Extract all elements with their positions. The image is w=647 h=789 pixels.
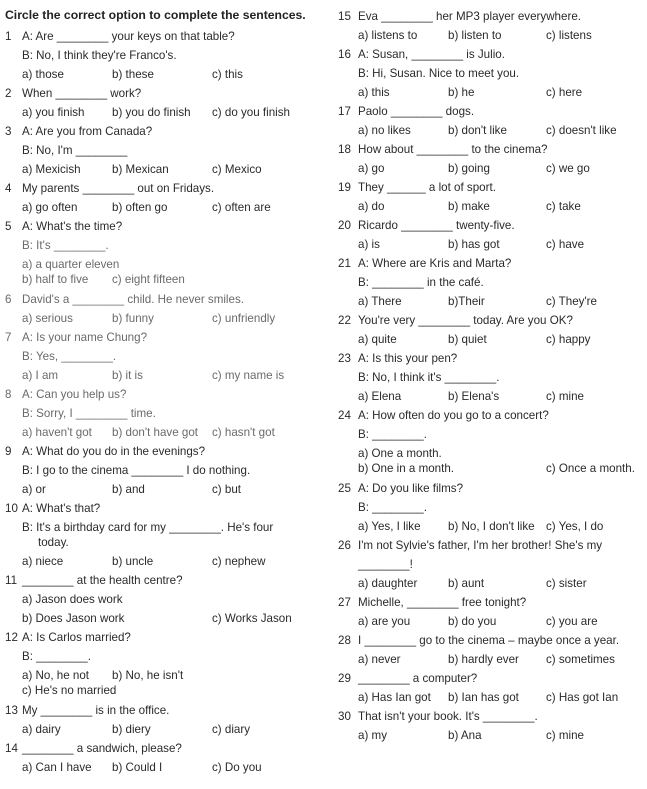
answer-option[interactable]: a) niece <box>22 555 64 568</box>
question-number: 16 <box>338 48 351 61</box>
question-number: 10 <box>5 502 18 515</box>
answer-option[interactable]: c) Once a month. <box>546 462 635 475</box>
question-number: 14 <box>5 742 18 755</box>
answer-option[interactable]: b)Their <box>448 295 485 308</box>
answer-option[interactable]: b) has got <box>448 238 500 251</box>
question-text: B: No, I think they're Franco's. <box>22 49 177 62</box>
question-number: 13 <box>5 704 18 717</box>
question-text: How about ________ to the cinema? <box>358 143 548 156</box>
answer-option[interactable]: b) listen to <box>448 29 502 42</box>
question-number: 25 <box>338 482 351 495</box>
answer-option[interactable]: a) my <box>358 729 387 742</box>
question-number: 7 <box>5 331 12 344</box>
question-number: 6 <box>5 293 12 306</box>
question-text: ________ at the health centre? <box>22 574 183 587</box>
question-number: 3 <box>5 125 12 138</box>
question-text: B: ________. <box>358 428 427 441</box>
answer-option[interactable]: a) There <box>358 295 402 308</box>
question-text: A: Is your name Chung? <box>22 331 148 344</box>
answer-option[interactable]: c) Mexico <box>212 163 262 176</box>
answer-option[interactable]: c) take <box>546 200 581 213</box>
question-text: A: Can you help us? <box>22 388 127 401</box>
answer-option[interactable]: c) Yes, I do <box>546 520 604 533</box>
answer-option[interactable]: b) you do finish <box>112 106 191 119</box>
question-text: B: No, I'm ________ <box>22 144 128 157</box>
question-text: B: ________. <box>358 501 427 514</box>
answer-option[interactable]: a) daughter <box>358 577 418 590</box>
question-text: B: I go to the cinema ________ I do nothing. <box>22 464 251 477</box>
question-text: They ______ a lot of sport. <box>358 181 496 194</box>
answer-option[interactable]: b) Could I <box>112 761 163 774</box>
answer-option[interactable]: b) funny <box>112 312 154 325</box>
answer-option[interactable]: b) it is <box>112 369 143 382</box>
answer-option[interactable]: b) he <box>448 86 475 99</box>
answer-option[interactable]: c) Works Jason <box>212 612 292 625</box>
answer-option[interactable]: a) is <box>358 238 380 251</box>
answer-option[interactable]: c) Do you <box>212 761 262 774</box>
question-text: ________! <box>358 558 413 571</box>
answer-option[interactable]: b) Mexican <box>112 163 169 176</box>
question-number: 19 <box>338 181 351 194</box>
question-text: A: Is this your pen? <box>358 352 458 365</box>
answer-option[interactable]: a) never <box>358 653 401 666</box>
question-text: B: Hi, Susan. Nice to meet you. <box>358 67 520 80</box>
question-number: 22 <box>338 314 351 327</box>
answer-option[interactable]: a) Elena <box>358 390 402 403</box>
answer-option[interactable]: b) Does Jason work <box>22 612 125 625</box>
answer-option[interactable]: c) hasn't got <box>212 426 275 439</box>
question-number: 12 <box>5 631 18 644</box>
answer-option[interactable]: b) Elena's <box>448 390 500 403</box>
answer-option[interactable]: b) No, he isn't <box>112 669 184 682</box>
answer-option[interactable]: b) Ian has got <box>448 691 519 704</box>
question-text: A: Are ________ your keys on that table? <box>22 30 235 43</box>
question-number: 17 <box>338 105 351 118</box>
answer-option[interactable]: b) Ana <box>448 729 482 742</box>
answer-option[interactable]: c) often are <box>212 201 271 214</box>
answer-option[interactable]: c) mine <box>546 390 585 403</box>
answer-option[interactable]: c) mine <box>546 729 585 742</box>
question-text: A: What's that? <box>22 502 101 515</box>
question-text: David's a ________ child. He never smiles. <box>22 293 244 306</box>
question-number: 27 <box>338 596 351 609</box>
question-number: 5 <box>5 220 12 233</box>
answer-option[interactable]: b) don't have got <box>112 426 199 439</box>
answer-option[interactable]: c) have <box>546 238 585 251</box>
answer-option[interactable]: c) sometimes <box>546 653 615 666</box>
question-text: ________ a sandwich, please? <box>22 742 182 755</box>
answer-option[interactable]: c) do you finish <box>212 106 290 119</box>
answer-option[interactable]: a) go often <box>22 201 78 214</box>
question-text: A: What do you do in the evenings? <box>22 445 206 458</box>
question-text: B: No, I think it's ________. <box>358 371 500 384</box>
question-text: My parents ________ out on Fridays. <box>22 182 215 195</box>
question-text: I'm not Sylvie's father, I'm her brother! She's my <box>358 539 603 552</box>
question-number: 29 <box>338 672 351 685</box>
question-text: I ________ go to the cinema – maybe once a year. <box>358 634 620 647</box>
answer-option[interactable]: c) this <box>212 68 243 81</box>
question-text: A: Where are Kris and Marta? <box>358 257 512 270</box>
answer-option[interactable]: c) we go <box>546 162 590 175</box>
question-number: 26 <box>338 539 351 552</box>
question-text: B: ________. <box>22 650 91 663</box>
question-number: 15 <box>338 10 351 23</box>
question-text: Ricardo ________ twenty-five. <box>358 219 515 232</box>
question-text: You're very ________ today. Are you OK? <box>358 314 573 327</box>
answer-option[interactable]: a) this <box>358 86 390 99</box>
question-text: B: ________ in the café. <box>358 276 484 289</box>
answer-option[interactable]: c) Has got Ian <box>546 691 619 704</box>
answer-option[interactable]: b) these <box>112 68 154 81</box>
question-text: Michelle, ________ free tonight? <box>358 596 527 609</box>
answer-option[interactable]: c) you are <box>546 615 598 628</box>
question-number: 9 <box>5 445 12 458</box>
question-text: A: Susan, ________ is Julio. <box>358 48 505 61</box>
answer-option[interactable]: a) quite <box>358 333 397 346</box>
answer-option[interactable]: c) but <box>212 483 241 496</box>
instruction-heading: Circle the correct option to complete the sentences. <box>5 8 306 22</box>
answer-option[interactable]: b) going <box>448 162 490 175</box>
answer-option[interactable]: c) my name is <box>212 369 285 382</box>
question-text: Paolo ________ dogs. <box>358 105 475 118</box>
answer-option[interactable]: c) eight fifteen <box>112 273 185 286</box>
question-text: A: How often do you go to a concert? <box>358 409 549 422</box>
question-text: c) He's no married <box>22 684 117 697</box>
answer-option[interactable]: a) Mexicish <box>22 163 81 176</box>
question-number: 23 <box>338 352 351 365</box>
answer-option[interactable]: a) or <box>22 483 46 496</box>
question-number: 1 <box>5 30 12 43</box>
answer-option[interactable]: b) do you <box>448 615 497 628</box>
answer-option[interactable]: a) listens to <box>358 29 418 42</box>
question-number: 11 <box>5 574 18 587</box>
answer-option[interactable]: b) diery <box>112 723 151 736</box>
answer-option[interactable]: b) One in a month. <box>358 462 455 475</box>
answer-option[interactable]: a) No, he not <box>22 669 90 682</box>
answer-option[interactable]: b) and <box>112 483 145 496</box>
answer-option[interactable]: a) are you <box>358 615 411 628</box>
question-text: a) Jason does work <box>22 593 123 606</box>
question-text: B: It's ________. <box>22 239 109 252</box>
question-text: A: Are you from Canada? <box>22 125 153 138</box>
question-text: B: It's a birthday card for my ________. He's four <box>22 521 274 534</box>
answer-option[interactable]: c) unfriendly <box>212 312 276 325</box>
answer-option[interactable]: c) happy <box>546 333 591 346</box>
question-text: That isn't your book. It's ________. <box>358 710 538 723</box>
answer-option[interactable]: c) here <box>546 86 583 99</box>
question-number: 18 <box>338 143 351 156</box>
answer-option[interactable]: c) nephew <box>212 555 266 568</box>
question-text: today. <box>38 536 69 549</box>
answer-option[interactable]: b) often go <box>112 201 168 214</box>
question-text: A: Do you like films? <box>358 482 464 495</box>
question-text: A: What's the time? <box>22 220 123 233</box>
question-number: 30 <box>338 710 351 723</box>
answer-option[interactable]: c) diary <box>212 723 251 736</box>
answer-option[interactable]: b) half to five <box>22 273 89 286</box>
question-text: ________ a computer? <box>358 672 478 685</box>
answer-option[interactable]: a) dairy <box>22 723 61 736</box>
answer-option[interactable]: b) quiet <box>448 333 487 346</box>
answer-option[interactable]: a) no likes <box>358 124 411 137</box>
answer-option[interactable]: a) do <box>358 200 385 213</box>
answer-option[interactable]: a) Has Ian got <box>358 691 431 704</box>
answer-option[interactable]: c) sister <box>546 577 587 590</box>
answer-option[interactable]: b) uncle <box>112 555 154 568</box>
question-number: 28 <box>338 634 351 647</box>
question-text: A: Is Carlos married? <box>22 631 131 644</box>
answer-option[interactable]: a) Yes, I like <box>358 520 421 533</box>
answer-option[interactable]: a) go <box>358 162 385 175</box>
answer-option[interactable]: a) you finish <box>22 106 85 119</box>
question-text: a) a quarter eleven <box>22 258 120 271</box>
answer-option[interactable]: a) haven't got <box>22 426 92 439</box>
answer-option[interactable]: b) hardly ever <box>448 653 519 666</box>
question-text: Eva ________ her MP3 player everywhere. <box>358 10 581 23</box>
answer-option[interactable]: a) serious <box>22 312 73 325</box>
question-text: B: Yes, ________. <box>22 350 117 363</box>
answer-option[interactable]: c) listens <box>546 29 592 42</box>
question-text: a) One a month. <box>358 447 442 460</box>
question-number: 24 <box>338 409 351 422</box>
question-number: 4 <box>5 182 12 195</box>
answer-option[interactable]: b) don't like <box>448 124 507 137</box>
answer-option[interactable]: b) aunt <box>448 577 485 590</box>
answer-option[interactable]: a) those <box>22 68 64 81</box>
answer-option[interactable]: a) I am <box>22 369 59 382</box>
answer-option[interactable]: b) make <box>448 200 490 213</box>
question-text: When ________ work? <box>22 87 142 100</box>
question-number: 2 <box>5 87 12 100</box>
answer-option[interactable]: c) They're <box>546 295 597 308</box>
question-text: My ________ is in the office. <box>22 704 170 717</box>
question-text: B: Sorry, I ________ time. <box>22 407 156 420</box>
answer-option[interactable]: b) No, I don't like <box>448 520 535 533</box>
question-number: 8 <box>5 388 12 401</box>
question-number: 21 <box>338 257 351 270</box>
answer-option[interactable]: a) Can I have <box>22 761 92 774</box>
question-number: 20 <box>338 219 351 232</box>
answer-option[interactable]: c) doesn't like <box>546 124 617 137</box>
